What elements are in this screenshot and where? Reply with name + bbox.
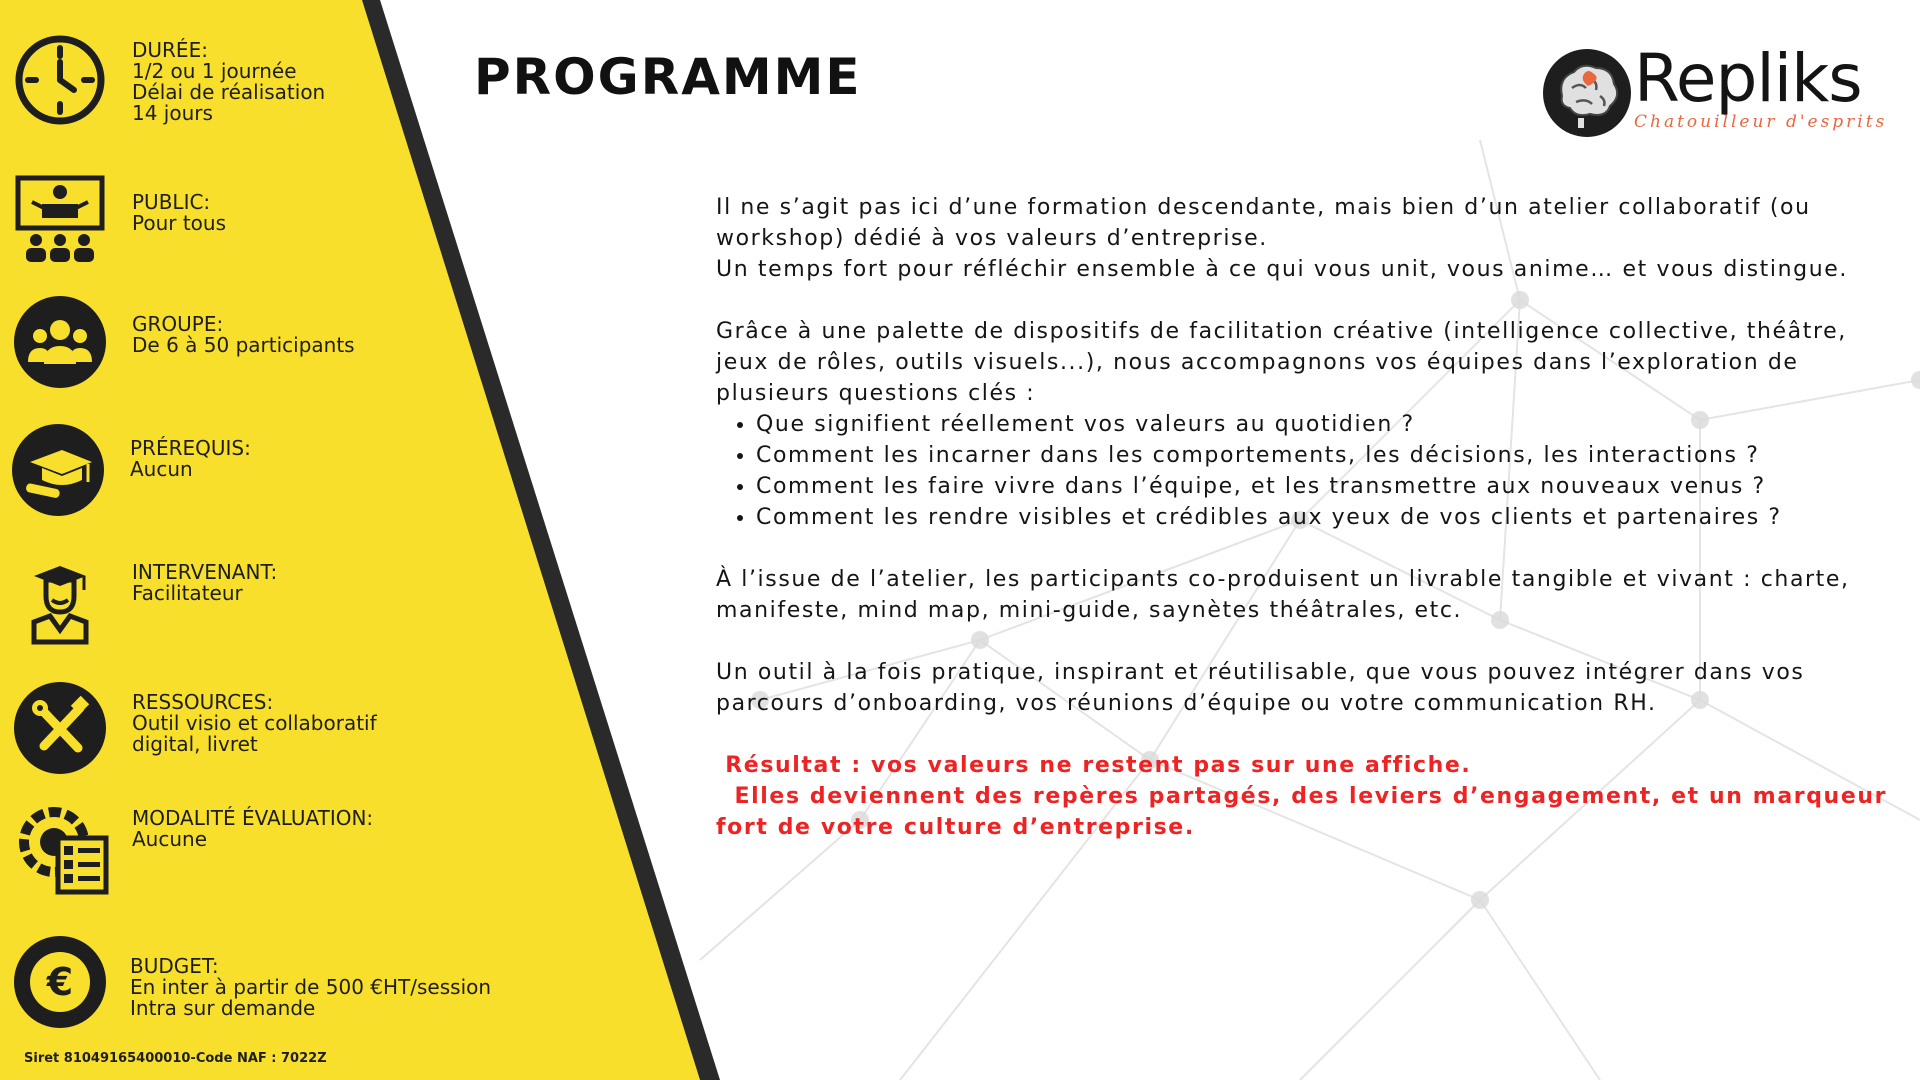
info-intervenant [0,552,560,662]
text-line: plusieurs questions clés : [716,381,1036,406]
info-label: PUBLIC: [132,190,211,214]
siret-footer: Siret 81049165400010-Code NAF : 7022Z [24,1051,327,1066]
info-prerequis [0,424,560,534]
info-label: DURÉE: [132,38,208,62]
text-line: Grâce à une palette de dispositifs de facilitation créative (intelligence collective, théâtre, [716,319,1847,344]
group-icon [14,296,106,388]
info-ressources [0,680,560,790]
logo-tagline: Chatouilleur d'esprits [1634,112,1888,132]
info-line: Délai de réalisation [132,80,326,104]
info-line: Outil visio et collaboratif [132,711,377,735]
result-line: Elles deviennent des repères partagés, des leviers d’engagement, et un marqueur [716,784,1888,809]
list-item: • Comment les rendre visibles et crédibles aux yeux de vos clients et partenaires ? [756,502,1886,533]
text-line: jeux de rôles, outils visuels...), nous accompagnons vos équipes dans l’exploration de [716,350,1799,375]
euro-icon [14,936,106,1028]
list-item: • Comment les faire vivre dans l’équipe, et les transmettre aux nouveaux venus ? [756,471,1886,502]
info-line: De 6 à 50 participants [132,333,355,357]
info-label: RESSOURCES: [132,690,274,714]
text-line: workshop) dédié à vos valeurs d’entreprise. [716,226,1268,251]
evaluation-icon [18,804,110,896]
text-line: parcours d’onboarding, vos réunions d’équipe ou votre communication RH. [716,691,1657,716]
info-line: En inter à partir de 500 €HT/session [130,975,492,999]
info-groupe [0,292,560,402]
info-line: Aucun [130,457,193,481]
text-line: Un outil à la fois pratique, inspirant et réutilisable, que vous pouvez intégrer dans vos [716,660,1805,685]
list-item: • Comment les incarner dans les comportements, les décisions, les interactions ? [756,440,1886,471]
text-line: manifeste, mind map, mini-guide, saynètes théâtrales, etc. [716,598,1463,623]
text-line: Un temps fort pour réfléchir ensemble à ce qui vous unit, vous anime… et vous distingue. [716,257,1848,282]
info-label: PRÉREQUIS: [130,436,251,460]
page-title: PROGRAMME [474,48,862,106]
text-line: À l’issue de l’atelier, les participants co-produisent un livrable tangible et vivant : charte, [716,567,1850,592]
info-line: digital, livret [132,732,258,756]
info-line: 14 jours [132,101,213,125]
info-evaluation [0,800,560,910]
svg-text:€: € [46,960,74,1004]
info-public [0,170,560,280]
instructor-icon [14,556,106,648]
tools-icon [14,682,106,774]
info-label: MODALITÉ ÉVALUATION: [132,806,374,830]
info-label: BUDGET: [130,954,219,978]
info-line: Pour tous [132,211,227,235]
info-label: GROUPE: [132,312,224,336]
info-budget [0,936,560,1046]
repliks-logo [1540,40,1888,146]
info-line: Facilitateur [132,581,243,605]
info-line: Aucune [132,827,208,851]
key-questions-list [716,409,1886,533]
program-description [716,192,1886,843]
info-line: Intra sur demande [130,996,316,1020]
graduation-cap-icon [12,424,104,516]
result-line: Résultat : vos valeurs ne restent pas sur une affiche. [716,753,1472,778]
text-line: Il ne s’agit pas ici d’une formation descendante, mais bien d’un atelier collaboratif (ou [716,195,1811,220]
info-label: INTERVENANT: [132,560,278,584]
info-line: 1/2 ou 1 journée [132,59,297,83]
list-item: • Que signifient réellement vos valeurs au quotidien ? [756,409,1886,440]
result-line: fort de votre culture d’entreprise. [716,815,1195,840]
clock-icon [14,34,106,126]
logo-wordmark: Repliks [1634,40,1862,117]
brain-logo-icon [1542,48,1632,138]
audience-icon [14,174,106,266]
